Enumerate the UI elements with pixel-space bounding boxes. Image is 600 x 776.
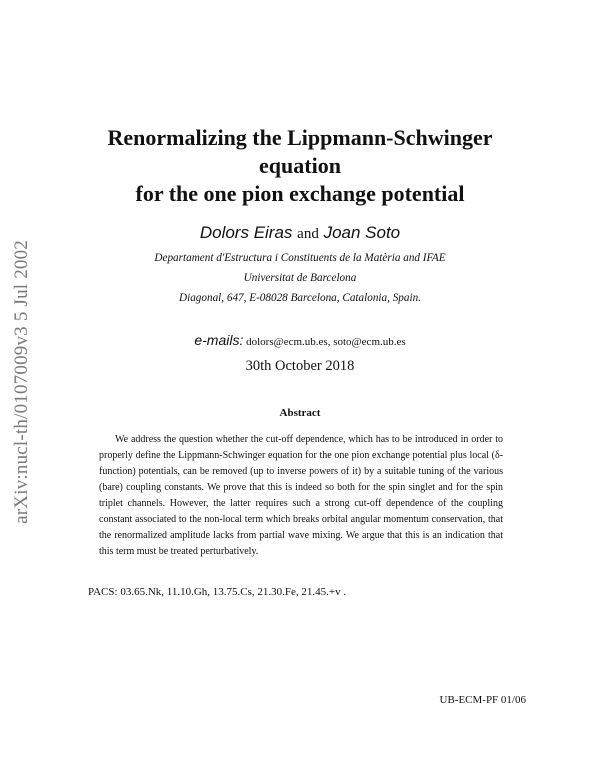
author-conjunction: and	[297, 226, 319, 242]
title-line-2: equation	[259, 153, 341, 178]
arxiv-identifier-text: arXiv:nucl-th/0107009v3 5 Jul 2002	[11, 240, 32, 524]
abstract-text: We address the question whether the cut-off dependence, which has to be introduced in order to properly define the Lippmann-Schwinger equation for the one pion exchange potential plus local (δ-function) potentials, can be removed (up to inverse powers of it) by a suitable tuning of the various (bare) coupling constants. We prove that this is indeed so both for the spin singlet and for the spin triplet channels. However, the latter requires such a strong cut-off dependence of the coupling constant associated to the non-local term which breaks orbital angular momentum conservation, that the renormalized amplitude lacks from partial wave mixing. We argue that this is an indication that this term must be treated perturbatively.	[99, 434, 503, 557]
paper-date: 30th October 2018	[245, 358, 355, 374]
affiliation-line-3: Diagonal, 647, E-08028 Barcelona, Catalonia, Spain.	[179, 292, 421, 304]
emails	[60, 332, 540, 348]
title-line-1: Renormalizing the Lippmann-Schwinger	[107, 125, 493, 150]
affiliation-line-2: Universitat de Barcelona	[243, 272, 357, 284]
arxiv-side-identifier	[7, 217, 37, 547]
email-addresses: dolors@ecm.ub.es, soto@ecm.ub.es	[246, 336, 406, 348]
abstract-heading: Abstract	[279, 407, 321, 419]
author-2: Joan Soto	[323, 223, 401, 242]
pacs-codes: PACS: 03.65.Nk, 11.10.Gh, 13.75.Cs, 21.30.Fe, 21.45.+v .	[88, 586, 347, 598]
report-number: UB-ECM-PF 01/06	[439, 694, 526, 706]
title-line-3: for the one pion exchange potential	[135, 181, 465, 206]
paper-title	[60, 124, 540, 208]
authors	[60, 223, 540, 243]
emails-label: e-mails:	[194, 332, 244, 348]
affiliation-line-1: Departament d'Estructura i Constituents de la Matèria and IFAE	[154, 252, 446, 264]
author-1: Dolors Eiras	[199, 223, 293, 242]
